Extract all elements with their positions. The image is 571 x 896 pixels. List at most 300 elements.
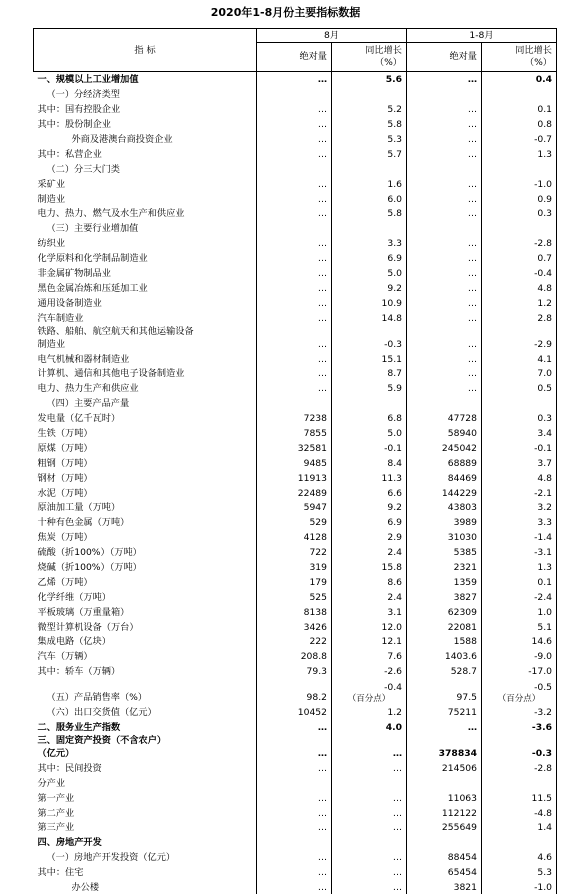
row-label-text: 其中：民间投资 [37,762,102,774]
table-row [34,146,557,161]
jan-aug-abs-cell-value: … [467,338,477,350]
jan-aug-yoy-cell-value: 3.3 [537,517,552,529]
table-row [34,663,557,678]
jan-aug-yoy-cell [482,559,557,574]
aug-abs-cell [257,485,332,500]
aug-yoy-cell [332,410,407,425]
table-row [34,131,557,146]
aug-abs-cell-value: 7238 [303,413,327,425]
page-title: 2020年1-8月份主要指标数据 [210,6,361,19]
aug-yoy-cell [332,849,407,864]
jan-aug-abs-cell [407,879,482,894]
jan-aug-yoy-cell-value: 3.7 [537,457,552,469]
aug-abs-cell [257,220,332,235]
jan-aug-yoy-cell-value: -3.6 [531,722,552,734]
aug-abs-cell [257,559,332,574]
row-label-text: 水泥（万吨） [37,487,93,499]
jan-aug-yoy-cell [482,380,557,395]
jan-aug-abs-cell-value: … [467,193,477,205]
row-label-text-cont: （亿元） [37,748,75,760]
aug-yoy-cell [332,574,407,589]
row-label-text: 通用设备制造业 [37,297,102,309]
aug-abs-cell [257,604,332,619]
row-label-text: 一、规模以上工业增加值 [37,74,139,86]
row-label [34,864,257,879]
table-row [34,500,557,515]
aug-abs-cell [257,235,332,250]
row-label-text: （三）主要行业增加值 [46,223,139,235]
jan-aug-yoy-cell-value: -0.5 [534,682,552,694]
aug-abs-cell-value: … [317,238,327,250]
aug-yoy-cell [332,648,407,663]
aug-abs-cell-value: 11913 [297,472,327,484]
jan-aug-yoy-cell-value: 5.3 [537,867,552,879]
jan-aug-yoy-header-line1: 同比增长 [515,45,552,56]
aug-abs-cell [257,619,332,634]
aug-yoy-cell [332,879,407,894]
aug-abs-cell [257,589,332,604]
aug-yoy-cell-value: 5.8 [387,208,402,220]
aug-yoy-cell-value: 14.8 [381,312,402,324]
jan-aug-abs-cell-value: 3821 [453,882,477,894]
jan-aug-abs-cell-value: … [467,74,477,86]
jan-aug-yoy-cell [482,719,557,734]
jan-aug-yoy-cell [482,161,557,176]
aug-abs-cell-value: 525 [309,591,327,603]
aug-abs-cell [257,410,332,425]
row-label [34,161,257,176]
jan-aug-yoy-cell [482,72,557,87]
aug-abs-cell-value: … [317,792,327,804]
jan-aug-yoy-cell [482,265,557,280]
jan-aug-abs-cell-value: 11063 [447,792,477,804]
table-row [34,395,557,410]
aug-yoy-cell-value: 15.8 [381,562,402,573]
aug-yoy-cell [332,366,407,381]
aug-yoy-cell [332,146,407,161]
aug-yoy-cell [332,101,407,116]
row-label [34,470,257,485]
jan-aug-abs-cell [407,295,482,310]
jan-aug-abs-cell [407,544,482,559]
jan-aug-yoy-cell-value: -4.8 [534,807,552,819]
aug-yoy-cell-value: 6.9 [387,253,402,265]
row-label [34,500,257,515]
aug-yoy-cell [332,663,407,678]
aug-yoy-cell-value: -0.3 [384,338,402,350]
aug-yoy-cell [332,834,407,849]
jan-aug-abs-cell [407,500,482,515]
aug-yoy-cell [332,440,407,455]
table-row [34,295,557,310]
jan-aug-abs-cell-value: 88454 [447,852,477,864]
aug-yoy-cell [332,864,407,879]
jan-aug-yoy-cell [482,470,557,485]
jan-aug-yoy-cell-value: -2.8 [534,762,552,774]
aug-yoy-cell-value: 5.6 [385,74,402,86]
jan-aug-abs-cell [407,440,482,455]
table-row [34,544,557,559]
row-label [34,790,257,805]
jan-aug-yoy-cell [482,790,557,805]
jan-aug-abs-cell [407,280,482,295]
row-label-text: 汽车制造业 [37,312,84,324]
aug-yoy-cell [332,514,407,529]
jan-aug-abs-cell-value: … [467,368,477,380]
aug-yoy-cell [332,351,407,366]
aug-yoy-cell [332,619,407,634]
aug-abs-cell-value: … [317,867,327,879]
aug-abs-cell-value: 7855 [303,427,327,439]
row-label [34,310,257,325]
jan-aug-yoy-cell-value: 14.6 [531,636,552,648]
row-label-text: 其中：私营企业 [37,148,102,160]
aug-abs-cell-value: … [317,282,327,294]
aug-yoy-cell-value: 5.2 [387,104,402,116]
jan-aug-yoy-cell-value: 1.0 [537,606,552,618]
row-label [34,351,257,366]
aug-abs-cell [257,544,332,559]
aug-abs-cell [257,719,332,734]
jan-aug-yoy-header-line2: （%） [524,57,552,68]
aug-abs-cell [257,500,332,515]
aug-abs-cell [257,310,332,325]
row-label [34,834,257,849]
jan-aug-yoy-cell [482,529,557,544]
row-label-text: （一）房地产开发投资（亿元） [46,852,176,864]
row-label [34,820,257,835]
aug-abs-cell [257,380,332,395]
jan-aug-abs-cell [407,455,482,470]
row-label-text: 电力、热力、燃气及水生产和供应业 [37,208,185,220]
aug-abs-cell [257,775,332,790]
jan-aug-yoy-cell [482,544,557,559]
jan-aug-abs-cell [407,790,482,805]
jan-aug-abs-cell-value: 112122 [441,807,477,819]
table-row [34,470,557,485]
table-row [34,514,557,529]
jan-aug-yoy-cell [482,235,557,250]
aug-abs-cell [257,529,332,544]
aug-yoy-cell [332,116,407,131]
jan-aug-yoy-cell-value: -3.2 [534,707,552,719]
aug-yoy-cell [332,295,407,310]
aug-yoy-cell [332,470,407,485]
aug-yoy-cell-value: 8.6 [387,576,402,588]
aug-yoy-cell [332,500,407,515]
row-label [34,366,257,381]
jan-aug-abs-cell-value: … [467,312,477,324]
indicator-header: 指 标 [34,29,257,72]
row-label-text: 第二产业 [37,807,75,819]
row-label [34,146,257,161]
table-row [34,191,557,206]
row-label [34,604,257,619]
aug-yoy-cell [332,235,407,250]
jan-aug-yoy-cell [482,879,557,894]
jan-aug-yoy-cell-value: 0.1 [537,104,552,116]
jan-aug-yoy-cell-value: -0.3 [531,748,552,760]
jan-aug-abs-cell-value: 22081 [447,621,477,633]
jan-aug-yoy-cell [482,864,557,879]
jan-aug-yoy-cell-value: 5.1 [537,621,552,633]
aug-abs-cell [257,574,332,589]
row-label [34,295,257,310]
aug-yoy-cell-value: 6.6 [387,487,402,499]
aug-abs-cell-value: 98.2 [306,692,327,704]
jan-aug-abs-cell-value: 68889 [447,457,477,469]
aug-abs-cell [257,440,332,455]
aug-yoy-cell-value: 8.4 [387,457,402,469]
jan-aug-abs-cell [407,351,482,366]
row-label [34,589,257,604]
jan-aug-abs-cell [407,250,482,265]
table-row [34,604,557,619]
jan-aug-yoy-cell-value: -17.0 [528,666,552,678]
aug-abs-cell-value: 529 [309,517,327,529]
aug-abs-header: 绝对量 [257,43,332,72]
jan-aug-yoy-cell-value: -1.4 [534,532,552,544]
aug-yoy-cell-value: … [392,867,402,879]
row-label-text: 制造业 [37,193,66,205]
jan-aug-yoy-cell-value: 1.3 [537,148,552,160]
aug-abs-cell-value: 9485 [303,457,327,469]
jan-aug-abs-cell [407,410,482,425]
aug-abs-cell [257,72,332,87]
jan-aug-abs-cell [407,366,482,381]
table-row [34,704,557,719]
jan-aug-yoy-cell [482,325,557,351]
table-row [34,790,557,805]
aug-abs-cell-value: … [317,312,327,324]
aug-yoy-cell [332,678,407,704]
table-row [34,485,557,500]
aug-abs-cell [257,366,332,381]
jan-aug-abs-cell [407,101,482,116]
jan-aug-yoy-cell [482,191,557,206]
aug-yoy-cell [332,544,407,559]
row-label [34,176,257,191]
aug-abs-cell-value: … [317,353,327,365]
jan-aug-yoy-cell-value: 4.6 [537,852,552,864]
row-label-text: 焦炭（万吨） [37,532,93,544]
aug-abs-cell [257,634,332,649]
aug-abs-cell-value: … [317,193,327,205]
jan-aug-yoy-cell [482,206,557,221]
row-label-text: 汽车（万辆） [37,651,93,663]
aug-yoy-cell [332,805,407,820]
jan-aug-yoy-cell-value: 1.4 [537,822,552,834]
jan-aug-yoy-cell-value: -2.9 [534,338,552,350]
jan-aug-yoy-cell-value: 0.1 [537,576,552,588]
table-row [34,589,557,604]
aug-abs-cell-value: … [317,852,327,864]
jan-aug-yoy-cell [482,500,557,515]
jan-aug-abs-cell [407,220,482,235]
aug-abs-cell [257,470,332,485]
row-label-text: 铁路、船舶、航空航天和其他运输设备 [37,325,194,337]
row-label [34,206,257,221]
row-label-text: 烧碱（折100%）（万吨） [37,562,142,573]
aug-yoy-cell [332,425,407,440]
jan-aug-yoy-cell [482,760,557,775]
aug-abs-cell-value: … [317,882,327,894]
jan-aug-abs-cell [407,425,482,440]
aug-abs-cell [257,790,332,805]
jan-aug-yoy-cell-value: 4.8 [537,282,552,294]
jan-aug-abs-cell [407,678,482,704]
jan-aug-yoy-cell-value: 3.4 [537,427,552,439]
jan-aug-abs-cell [407,235,482,250]
jan-aug-yoy-cell [482,805,557,820]
aug-abs-cell-value: 722 [309,547,327,559]
jan-aug-yoy-cell [482,574,557,589]
jan-aug-yoy-cell [482,440,557,455]
aug-yoy-cell-value: 9.2 [387,282,402,294]
aug-yoy-cell [332,176,407,191]
row-label [34,634,257,649]
aug-abs-cell [257,820,332,835]
table-row [34,86,557,101]
jan-aug-yoy-cell [482,410,557,425]
table-row [34,719,557,734]
jan-aug-yoy-cell-value: -2.1 [534,487,552,499]
table-row [34,161,557,176]
jan-aug-abs-cell [407,514,482,529]
aug-abs-cell [257,161,332,176]
aug-abs-cell [257,295,332,310]
aug-yoy-cell-value: 5.8 [387,119,402,131]
aug-abs-cell [257,514,332,529]
row-label-text: 其中：轿车（万辆） [37,666,121,678]
table-row [34,325,557,351]
row-label [34,325,257,351]
row-label-text: 纺织业 [37,238,66,250]
aug-yoy-cell-value: … [392,852,402,864]
aug-yoy-cell [332,86,407,101]
aug-abs-cell-value: … [317,383,327,395]
row-label-text: 采矿业 [37,178,66,190]
jan-aug-abs-cell-value: … [467,353,477,365]
jan-aug-abs-cell-value: 1359 [453,576,477,588]
aug-yoy-cell-value: 3.1 [387,606,402,618]
aug-yoy-cell-value: 3.3 [387,238,402,250]
table-row [34,176,557,191]
jan-aug-abs-cell [407,619,482,634]
table-row [34,678,557,704]
row-label-text: 粗钢（万吨） [37,457,93,469]
aug-abs-cell [257,280,332,295]
row-label-text: （一）分经济类型 [46,89,120,101]
row-label-text: 硫酸（折100%）（万吨） [37,547,142,559]
aug-yoy-cell [332,589,407,604]
aug-abs-cell [257,86,332,101]
aug-abs-cell-value: … [317,807,327,819]
jan-aug-yoy-cell-value: -3.1 [534,547,552,559]
jan-aug-abs-cell [407,719,482,734]
row-label [34,220,257,235]
aug-abs-cell [257,116,332,131]
jan-aug-yoy-cell-value: -2.8 [534,238,552,250]
jan-aug-yoy-cell [482,395,557,410]
row-label [34,544,257,559]
aug-abs-cell [257,678,332,704]
aug-abs-cell-value: … [317,133,327,145]
aug-abs-cell [257,704,332,719]
aug-abs-cell-value: … [317,748,327,760]
jan-aug-yoy-cell [482,704,557,719]
aug-abs-cell-value: 3426 [303,621,327,633]
aug-yoy-header-line2: （%） [374,57,402,68]
row-label [34,678,257,704]
jan-aug-abs-cell-value: 5385 [453,547,477,559]
table-row [34,775,557,790]
aug-abs-cell-value: … [317,368,327,380]
jan-aug-yoy-cell-value: 11.5 [531,792,552,804]
indicator-table [33,28,557,894]
table-row [34,760,557,775]
table-row [34,634,557,649]
aug-yoy-cell-value: … [392,762,402,774]
row-label [34,760,257,775]
row-label [34,380,257,395]
aug-yoy-cell [332,634,407,649]
table-row [34,265,557,280]
row-label-text: 集成电路（亿块） [37,636,111,648]
aug-yoy-cell-value: 11.3 [381,472,402,484]
jan-aug-yoy-cell-value: 2.8 [537,312,552,324]
row-label-text: 非金属矿物制品业 [37,267,111,279]
jan-aug-yoy-cell [482,116,557,131]
jan-aug-abs-cell-value: … [467,282,477,294]
row-label [34,131,257,146]
jan-aug-yoy-cell-unit-note: （百分点） [497,694,541,705]
row-label-text: 黑色金属冶炼和压延加工业 [37,282,148,294]
aug-abs-cell [257,663,332,678]
table-row [34,559,557,574]
aug-yoy-cell-value: 1.2 [387,707,402,719]
aug-yoy-cell [332,485,407,500]
jan-aug-yoy-cell [482,101,557,116]
aug-yoy-cell [332,604,407,619]
table-row [34,805,557,820]
jan-aug-yoy-cell-value: 0.4 [535,74,552,86]
row-label-text: 化学原料和化学制品制造业 [37,253,148,265]
jan-aug-abs-cell-value: 255649 [441,822,477,834]
row-label [34,395,257,410]
row-label [34,101,257,116]
jan-aug-yoy-cell [482,634,557,649]
aug-abs-cell [257,864,332,879]
jan-aug-yoy-cell [482,295,557,310]
jan-aug-abs-cell-value: 65454 [447,867,477,879]
jan-aug-yoy-header [482,43,557,72]
table-row [34,648,557,663]
jan-aug-abs-cell-value: 2321 [453,562,477,573]
jan-aug-abs-cell-value: … [467,267,477,279]
jan-aug-abs-cell [407,834,482,849]
jan-aug-abs-cell-value: 84469 [447,472,477,484]
aug-yoy-cell-value: 15.1 [381,353,402,365]
row-label [34,410,257,425]
jan-aug-yoy-cell-value: -9.0 [534,651,552,663]
jan-aug-yoy-cell [482,146,557,161]
jan-aug-abs-cell-value: 75211 [447,707,477,719]
aug-abs-cell-value: … [317,208,327,220]
row-label [34,235,257,250]
row-label-text: 计算机、通信和其他电子设备制造业 [37,368,185,380]
aug-yoy-cell [332,161,407,176]
